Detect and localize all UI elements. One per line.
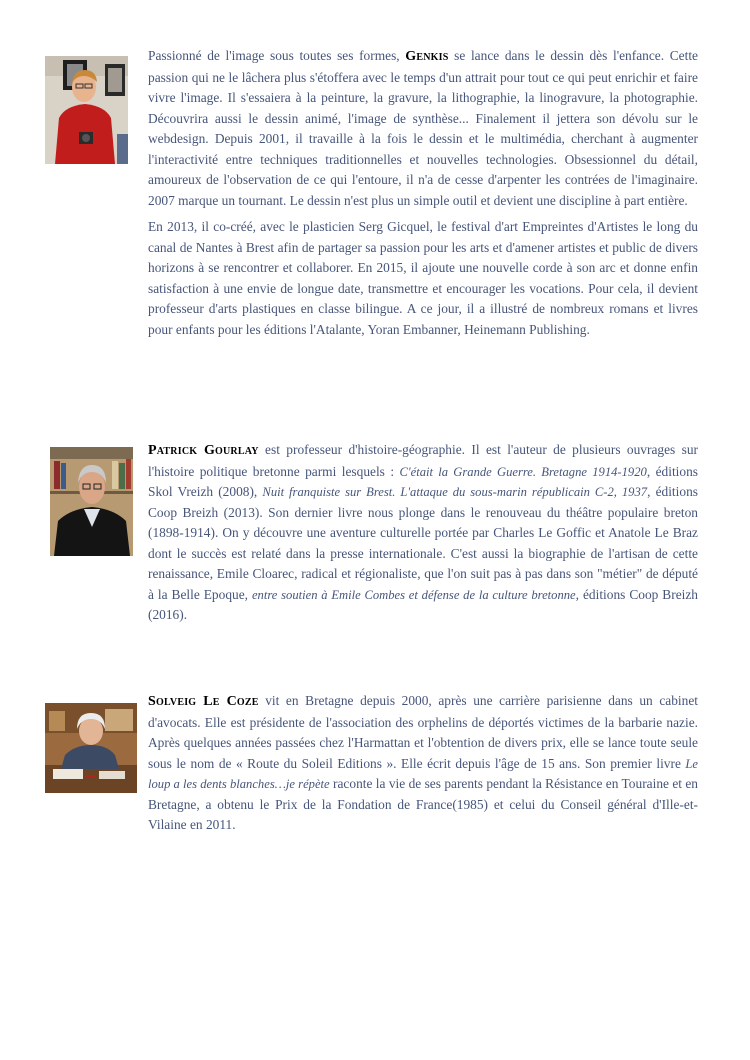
genkis-bio xyxy=(148,46,698,346)
lecoze-portrait xyxy=(45,703,137,793)
genkis-name: Genkis xyxy=(405,49,449,64)
genkis-paragraph-1: Passionné de l'image sous toutes ses formes, Genkis se lance dans le dessin dès l'enfance. Cette passion qui ne le lâchera plus s'étoffera avec le temps d'un attrait pour tout ce qui peut enrichir et faire vivre l'image. Il s'essaiera à la peinture, la gravure, la lithographie, la linogravure, la photographie. Découvrira aussi le dessin animé, l'image de synthèse... Finalement il jettera son dévolu sur le webdesign. Depuis 2001, il travaille à la fois le dessin et le multimédia, cherchant à augmenter l'interactivité entre techniques traditionnelles et nouvelles technologies. Obsessionnel du détail, amoureux de l'observation de ce qui l'entoure, il n'a de cesse d'arpenter les contrées de l'imaginaire. 2007 marque un tournant. Le dessin n'est plus un simple outil et devient une discipline à part entière. xyxy=(148,48,698,208)
gourlay-paragraph: Patrick Gourlay est professeur d'histoire-géographie. Il est l'auteur de plusieurs ouvrages sur l'histoire politique bretonne parmi lesquels : C'était la Grande Guerre. Bretagne 1914-1920, éditions Skol Vreizh (2008), Nuit franquiste sur Brest. L'attaque du sous-marin républicain C-2, 1937, éditions Coop Breizh (2013). Son dernier livre nous plonge dans le renouveau du théâtre populaire breton (1898-1914). On y découvre une aventure culturelle portée par Charles Le Goffic et Anatole Le Braz dont le succès est relaté dans la presse internationale. C'est aussi la biographie de l'artisan de cette renaissance, Emile Cloarec, radical et régionaliste, que l'on suit pas à pas dans son "métier" de député à la Belle Epoque, entre soutien à Emile Combes et défense de la culture bretonne, éditions Coop Breizh (2016). xyxy=(148,442,699,622)
lecoze-book-1: Le loup a les dents blanches…je répète xyxy=(148,756,698,791)
gourlay-book-1: C'était la Grande Guerre. Bretagne 1914-1920 xyxy=(399,464,647,479)
lecoze-bio xyxy=(148,691,698,842)
genkis-paragraph-2: En 2013, il co-créé, avec le plasticien Serg Gicquel, le festival d'art Empreintes d'Artistes le long du canal de Nantes à Brest afin de partager sa passion pour les arts et d'amener artistes et public de divers horizons à se rencontrer et collaborer. En 2015, il ajoute une nouvelle corde à son arc et donne enfin satisfaction à une envie de longue date, transmettre et encourager les vocations. Pour cela, il devient professeur d'arts plastiques en classe bilingue. A ce jour, il a illustré de nombreux romans et livres pour enfants pour les éditions l'Atalante, Yoran Embanner, Heinemann Publishing. xyxy=(148,219,698,337)
genkis-portrait xyxy=(45,56,128,164)
lecoze-name: Solveig Le Coze xyxy=(148,694,259,709)
gourlay-portrait xyxy=(50,447,133,556)
gourlay-name: Patrick Gourlay xyxy=(148,443,259,458)
lecoze-paragraph: Solveig Le Coze vit en Bretagne depuis 2000, après une carrière parisienne dans un cabinet d'avocats. Elle est présidente de l'association des orphelins de déportés victimes de la barbarie nazie. Après quelques années passées chez l'Harmattan et l'obtention de divers prix, elle se lance toute seule sous le nom de « Route du Soleil Editions ». Elle écrit depuis l'âge de 15 ans. Son premier livre Le loup a les dents blanches…je répète raconte la vie de ses parents pendant la Résistance en Touraine et en Bretagne, a obtenu le Prix de la Fondation de France(1985) et celui du Conseil général d'Ille-et-Vilaine en 2011. xyxy=(148,693,698,832)
gourlay-bio xyxy=(148,440,698,632)
gourlay-book-2: Nuit franquiste sur Brest. L'attaque du sous-marin républicain C-2, 1937 xyxy=(262,485,648,499)
gourlay-book-3: entre soutien à Emile Combes et défense de la culture bretonne xyxy=(251,587,576,602)
